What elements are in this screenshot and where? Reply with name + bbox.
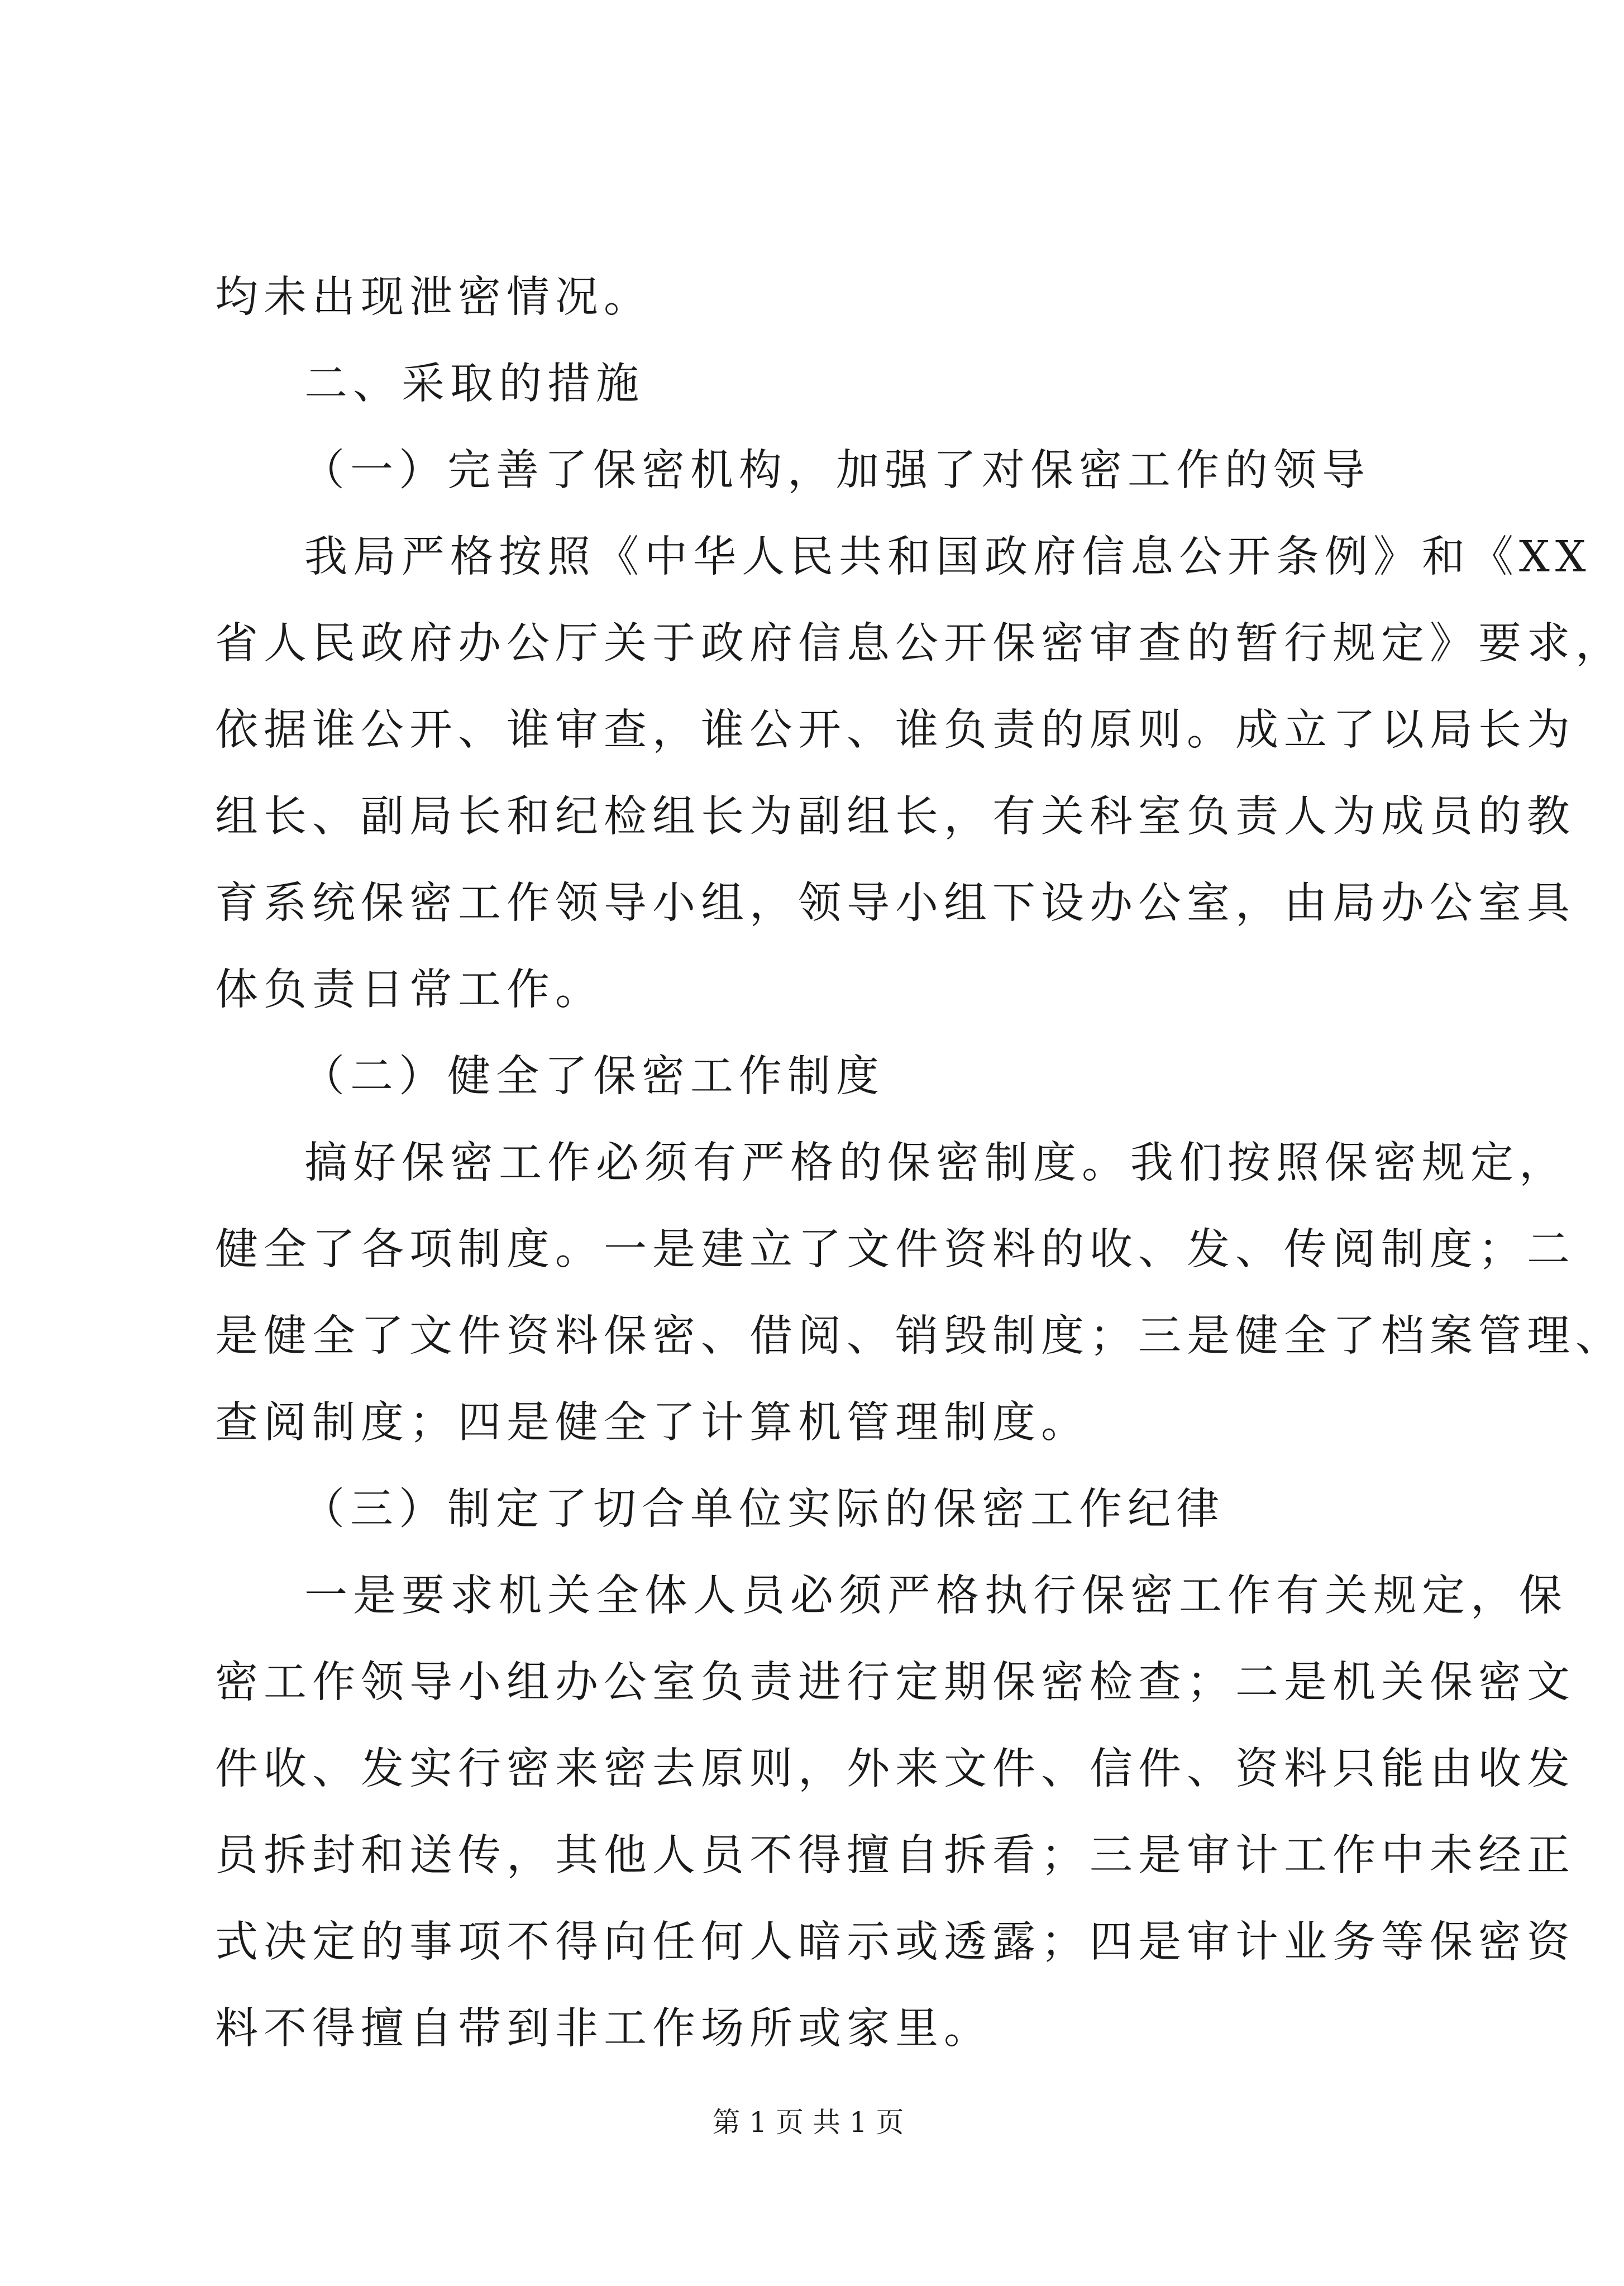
text-line: 查阅制度；四是健全了计算机管理制度。 <box>215 1398 1090 1448</box>
text-line: 是健全了文件资料保密、借阅、销毁制度；三是健全了档案管理、 <box>215 1311 1624 1361</box>
text-line: 育系统保密工作领导小组，领导小组下设办公室，由局办公室具 <box>215 879 1575 928</box>
text-line: 密工作领导小组办公室负责进行定期保密检查；二是机关保密文 <box>215 1658 1575 1707</box>
text-line: 体负责日常工作。 <box>215 965 604 1015</box>
text-line: 我局严格按照《中华人民共和国政府信息公开条例》和《XX <box>304 532 1592 582</box>
text-line: 健全了各项制度。一是建立了文件资料的收、发、传阅制度；二 <box>215 1225 1575 1275</box>
text-line: 省人民政府办公厅关于政府信息公开保密审查的暂行规定》要求， <box>215 619 1624 669</box>
subsection-heading: （三）制定了切合单位实际的保密工作纪律 <box>302 1485 1225 1534</box>
page-number-footer: 第 1 页 共 1 页 <box>712 2106 904 2139</box>
subsection-heading: （二）健全了保密工作制度 <box>302 1052 885 1101</box>
text-line: 件收、发实行密来密去原则，外来文件、信件、资料只能由收发 <box>215 1744 1575 1794</box>
text-line: 料不得擅自带到非工作场所或家里。 <box>215 2004 992 2054</box>
section-heading: 二、采取的措施 <box>304 359 644 409</box>
text-line: 均未出现泄密情况。 <box>215 273 652 322</box>
text-line: 一是要求机关全体人员必须严格执行保密工作有关规定，保 <box>304 1571 1568 1621</box>
document-body <box>215 254 1624 2072</box>
text-line: 依据谁公开、谁审查，谁公开、谁负责的原则。成立了以局长为 <box>215 705 1575 755</box>
text-line: 搞好保密工作必须有严格的保密制度。我们按照保密规定， <box>304 1138 1568 1188</box>
subsection-heading: （一）完善了保密机构，加强了对保密工作的领导 <box>302 446 1370 495</box>
text-line: 员拆封和送传，其他人员不得擅自拆看；三是审计工作中未经正 <box>215 1831 1575 1881</box>
text-line: 式决定的事项不得向任何人暗示或透露；四是审计业务等保密资 <box>215 1917 1575 1967</box>
text-line: 组长、副局长和纪检组长为副组长，有关科室负责人为成员的教 <box>215 792 1575 842</box>
